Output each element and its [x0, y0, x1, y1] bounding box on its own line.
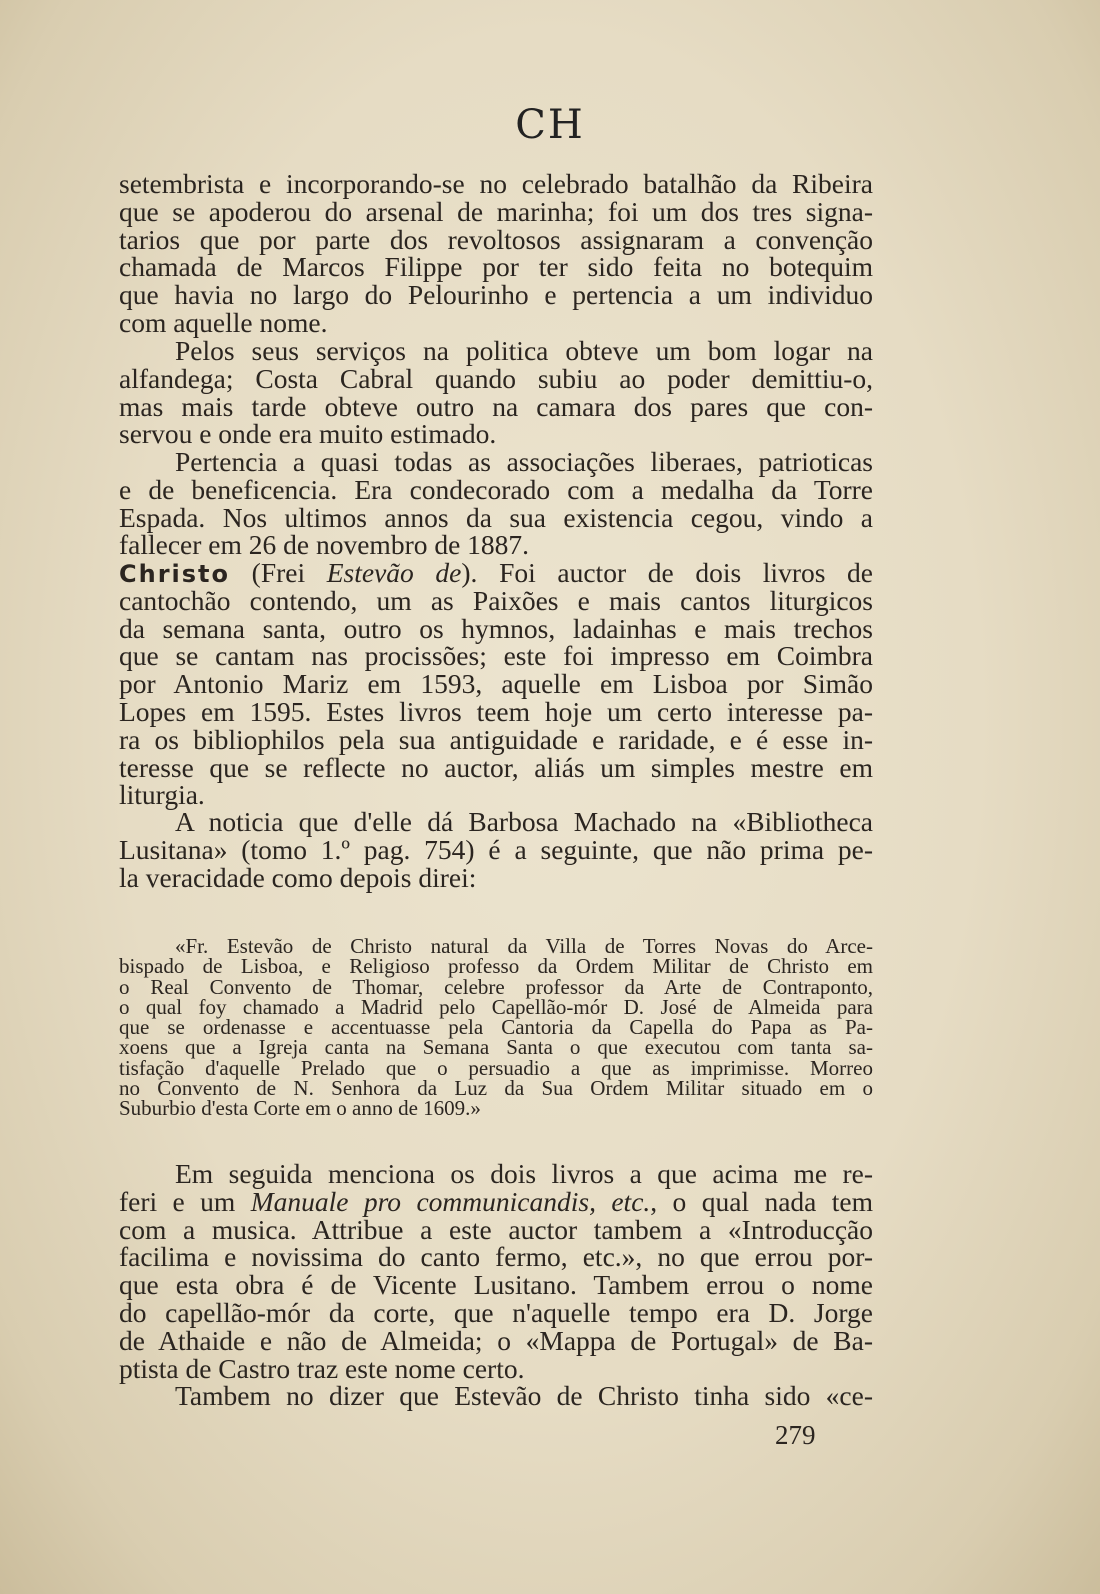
text-line: ptista de Castro traz este nome certo.: [119, 1352, 525, 1384]
quote-line: que se ordenasse e accentuasse pela Cantoria da Capella do Papa as Pa-: [119, 1015, 873, 1040]
text-line: alfandega; Costa Cabral quando subiu ao poder demittiu-o,: [119, 362, 873, 394]
quote-line: xoens que a Igreja canta na Semana Santa o que executou com tanta sa-: [119, 1035, 873, 1060]
text-line: Pertencia a quasi todas as associações liberaes, patrioticas: [175, 446, 873, 477]
text-line: la veracidade como depois direi:: [119, 861, 477, 893]
text-line: Lusitana» (tomo 1.º pag. 754) é a seguinte, que não prima pe-: [119, 833, 873, 865]
text-line: Espada. Nos ultimos annos da sua existencia cegou, vindo a: [119, 501, 873, 533]
text-line: liturgia.: [119, 779, 205, 811]
quote-line: o qual foy chamado a Madrid pelo Capellão-mór D. José de Almeida para: [119, 994, 873, 1019]
text-line: que havia no largo do Pelourinho e pertencia a um individuo: [119, 279, 873, 311]
text-line: do capellão-mór da corte, que n'aquelle tempo era D. Jorge: [119, 1296, 873, 1328]
paragraph-1: [119, 170, 873, 337]
text-line: por Antonio Mariz em 1593, aquelle em Lisboa por Simão: [119, 668, 873, 700]
block-quote: [119, 936, 873, 1119]
text-line: chamada de Marcos Filippe por ter sido feita no botequim: [119, 251, 873, 283]
text-segment: , o qual nada tem: [650, 1185, 874, 1217]
entry-italic-name: Estevão de: [326, 557, 462, 588]
text-line: com a musica. Attribue a este auctor tambem a «Introducção: [119, 1213, 873, 1245]
quote-line: «Fr. Estevão de Christo natural da Villa de Torres Novas do Arce-: [175, 934, 873, 958]
text-line: A noticia que d'elle dá Barbosa Machado na «Bibliotheca: [175, 806, 873, 837]
text-line: teresse que se reflecte no auctor, aliás um simples mestre em: [119, 751, 873, 783]
book-title-italic: Manuale pro communicandis, etc.: [250, 1185, 651, 1217]
text-line: que se cantam nas procissões; este foi impresso em Coimbra: [119, 640, 873, 672]
quote-line: no Convento de N. Senhora da Luz da Sua Ordem Militar situado em o: [119, 1076, 873, 1101]
quote-line: o Real Convento de Thomar, celebre professor da Arte de Contraponto,: [119, 974, 873, 999]
text-line: com aquelle nome.: [119, 306, 328, 338]
quote-line: Suburbio d'esta Corte em o anno de 1609.»: [119, 1096, 481, 1121]
paragraph-2: [119, 337, 873, 448]
entry-paren-open: (Frei: [251, 557, 327, 588]
text-segment: feri e um: [119, 1185, 251, 1217]
text-line: ra os bibliophilos pela sua antiguidade e raridade, e é esse in-: [119, 723, 873, 755]
text-line: tarios que por parte dos revoltosos assignaram a convenção: [119, 223, 873, 255]
text-line: cantochão contendo, um as Paixões e mais cantos liturgicos: [119, 584, 873, 616]
paragraph-6: [119, 1160, 873, 1382]
text-line: Em seguida menciona os dois livros a que acima me re-: [175, 1158, 873, 1189]
text-line: da semana santa, outro os hymnos, ladainhas e mais trechos: [119, 612, 873, 644]
text-line: e de beneficencia. Era condecorado com a medalha da Torre: [119, 473, 873, 505]
text-line: que esta obra é de Vicente Lusitano. Tambem errou o nome: [119, 1269, 873, 1301]
text-line: facilima e novissima do canto fermo, etc.», no que errou por-: [119, 1241, 873, 1273]
running-header: CH: [515, 102, 585, 148]
quote-line: tisfação d'aquelle Prelado que o persuadio a que as imprimisse. Morreo: [119, 1055, 873, 1080]
text-line: Lopes em 1595. Estes livros teem hoje um certo interesse pa-: [119, 695, 873, 727]
text-line: de Athaide e não de Almeida; o «Mappa de Portugal» de Ba-: [119, 1324, 873, 1356]
entry-first-line: [119, 559, 873, 587]
text-line: Tambem no dizer que Estevão de Christo tinha sido «ce-: [175, 1380, 873, 1411]
quote-line: bispado de Lisboa, e Religioso professo da Ordem Militar de Christo em: [119, 954, 873, 979]
text-line: setembrista e incorporando-se no celebrado batalhão da Ribeira: [119, 168, 873, 199]
page-number: 279: [775, 1420, 816, 1450]
entry-name: Christo: [119, 560, 231, 588]
entry-christo: [119, 559, 873, 809]
text-line-with-title: [119, 1185, 874, 1217]
text-line: fallecer em 26 de novembro de 1887.: [119, 529, 530, 561]
entry-first-line-text: Foi auctor de dois livros de: [499, 557, 874, 588]
text-line: que se apoderou do arsenal de marinha; foi um dos tres signa-: [119, 195, 873, 227]
paragraph-3: [119, 448, 873, 559]
text-line: Pelos seus serviços na politica obteve um bom logar na: [175, 335, 873, 366]
paragraph-5: [119, 808, 873, 891]
text-line: servou e onde era muito estimado.: [119, 418, 497, 450]
paragraph-7: [119, 1382, 873, 1410]
entry-paren-close: ).: [461, 557, 478, 588]
text-line: mas mais tarde obteve outro na camara dos pares que con-: [119, 390, 873, 422]
